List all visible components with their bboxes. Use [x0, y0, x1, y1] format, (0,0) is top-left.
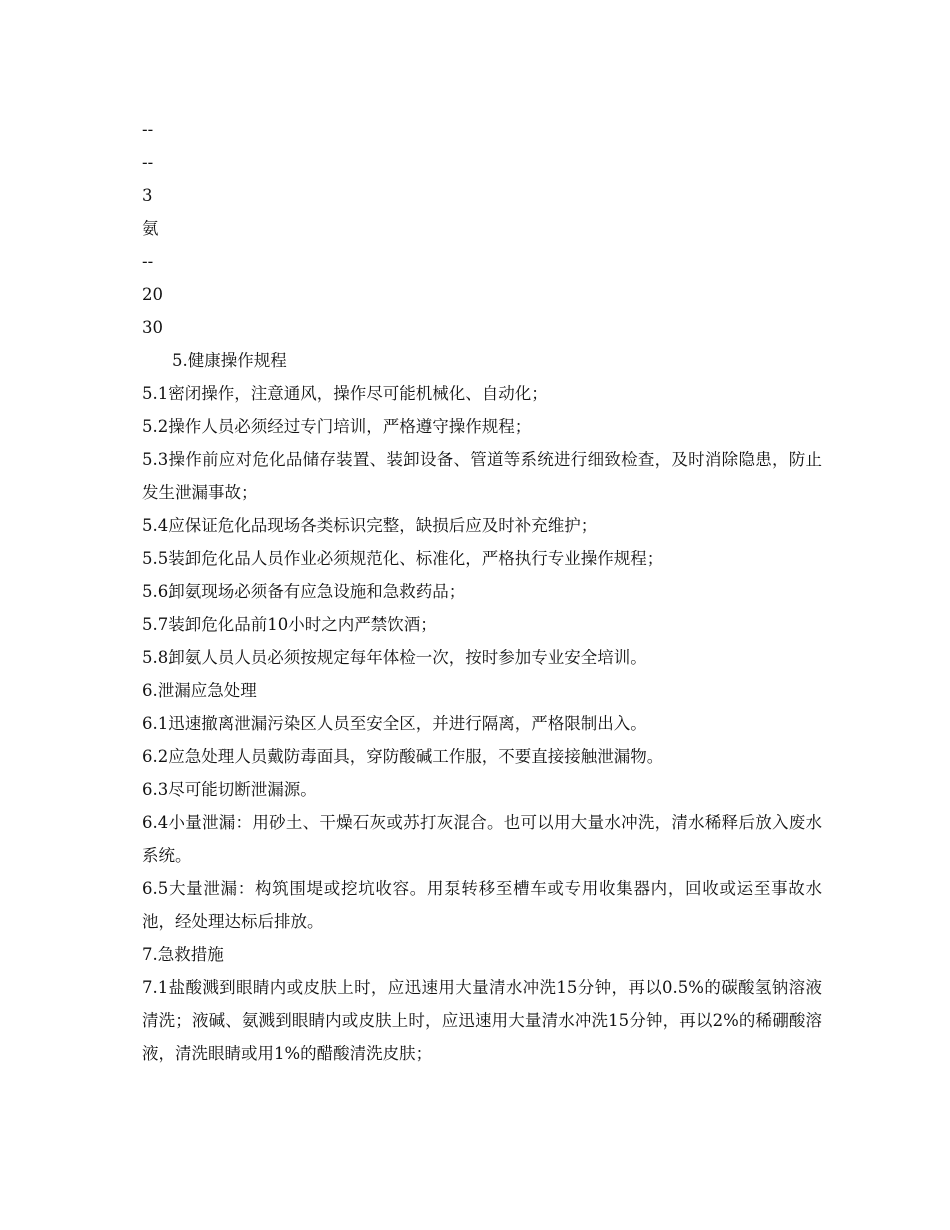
section-6-item: 6.2应急处理人员戴防毒面具，穿防酸碱工作服，不要直接接触泄漏物。 — [142, 747, 664, 766]
section-5-item: 5.1密闭操作，注意通风，操作尽可能机械化、自动化； — [142, 384, 548, 403]
section-6-item: 6.1迅速撤离泄漏污染区人员至安全区，并进行隔离，严格限制出入。 — [142, 714, 647, 733]
table-fragment-cell: 30 — [142, 318, 163, 337]
section-6-heading: 6.泄漏应急处理 — [142, 681, 257, 700]
section-6-item: 6.3尽可能切断泄漏源。 — [142, 780, 317, 799]
document-body — [142, 113, 822, 1070]
section-7-heading: 7.急救措施 — [142, 945, 224, 964]
section-5-item: 5.5装卸危化品人员作业必须规范化、标准化，严格执行专业操作规程； — [142, 549, 664, 568]
table-fragment-cell: -- — [142, 120, 154, 139]
section-5-heading: 5.健康操作规程 — [172, 351, 287, 370]
table-fragment-cell: -- — [142, 252, 154, 271]
section-6-item: 6.5大量泄漏：构筑围堤或挖坑收容。用泵转移至槽车或专用收集器内，回收或运至事故水池，经处理达标后排放。 — [142, 879, 822, 931]
section-5-item: 5.6卸氨现场必须备有应急设施和急救药品； — [142, 582, 466, 601]
table-fragment-cell: 20 — [142, 285, 163, 304]
table-fragment-cell: 3 — [142, 186, 153, 205]
section-5-item: 5.2操作人员必须经过专门培训，严格遵守操作规程； — [142, 417, 532, 436]
table-fragment-cell: -- — [142, 153, 154, 172]
section-5-item: 5.7装卸危化品前10小时之内严禁饮酒； — [142, 615, 437, 634]
section-7-item: 7.1盐酸溅到眼睛内或皮肤上时，应迅速用大量清水冲洗15分钟，再以0.5%的碳酸氢钠溶液清洗；液碱、氨溅到眼睛内或皮肤上时，应迅速用大量清水冲洗15分钟，再以2%的稀硼酸溶液，清洗眼睛或用1%的醋酸清洗皮肤； — [142, 978, 822, 1063]
table-fragment-cell: 氨 — [142, 219, 159, 238]
section-5-item: 5.8卸氨人员人员必须按规定每年体检一次，按时参加专业安全培训。 — [142, 648, 647, 667]
section-5-item: 5.3操作前应对危化品储存装置、装卸设备、管道等系统进行细致检查，及时消除隐患，防止发生泄漏事故； — [142, 450, 822, 502]
section-5-item: 5.4应保证危化品现场各类标识完整，缺损后应及时补充维护； — [142, 516, 598, 535]
section-6-item: 6.4小量泄漏：用砂土、干燥石灰或苏打灰混合。也可以用大量水冲洗，清水稀释后放入废水系统。 — [142, 813, 822, 865]
